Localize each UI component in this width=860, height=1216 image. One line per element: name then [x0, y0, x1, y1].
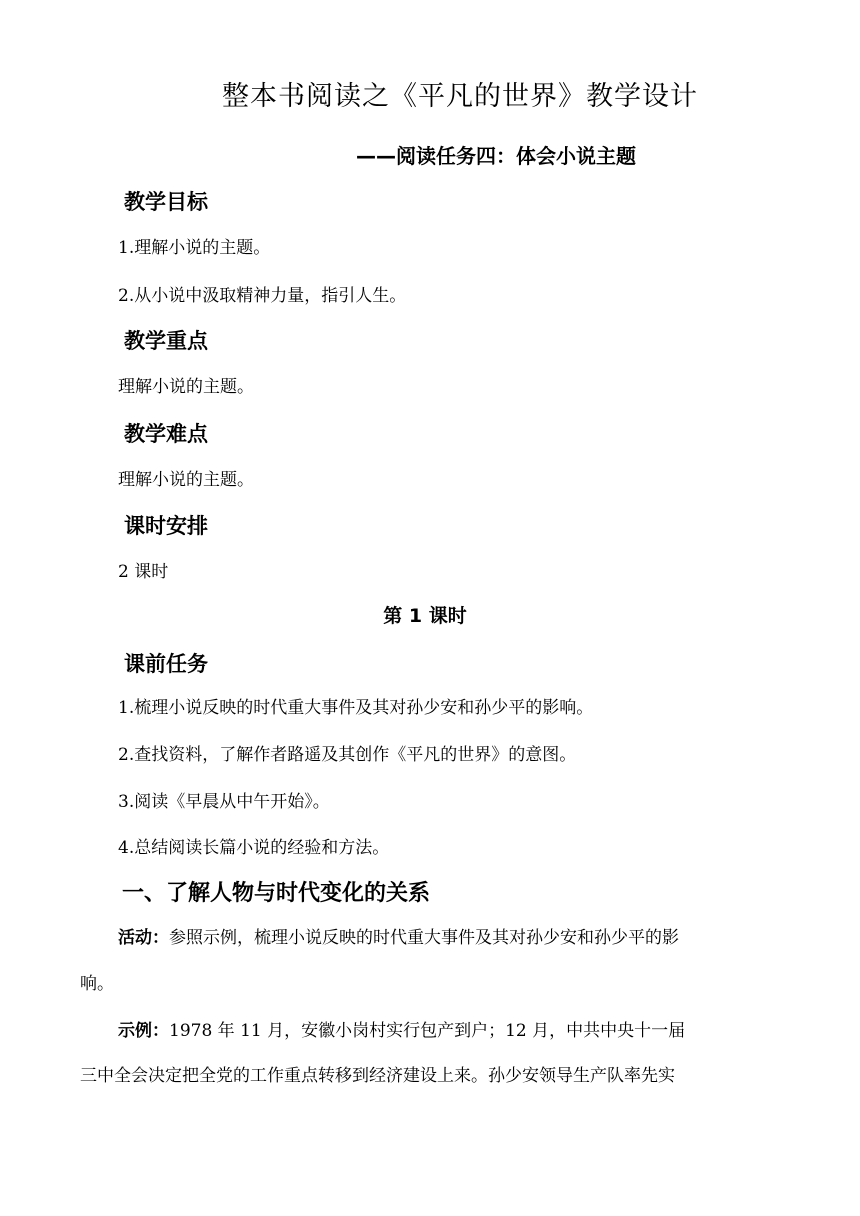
pre-task-item: 1.梳理小说反映的时代重大事件及其对孙少安和孙少平的影响。 — [118, 698, 594, 718]
example-text: 1978 年 11 月，安徽小岗村实行包产到户；12 月，中共中央十一届 — [169, 1021, 686, 1041]
difficulties-text: 理解小说的主题。 — [118, 470, 254, 490]
document-title: 整本书阅读之《平凡的世界》教学设计 — [222, 81, 698, 112]
schedule-text: 2 课时 — [118, 562, 169, 582]
objective-item: 1.理解小说的主题。 — [118, 238, 271, 258]
schedule-heading: 课时安排 — [124, 514, 208, 538]
pre-task-item: 2.查找资料，了解作者路遥及其创作《平凡的世界》的意图。 — [118, 745, 577, 765]
example-line-1 — [118, 1016, 685, 1041]
lesson1-heading: 第 1 课时 — [383, 605, 467, 627]
difficulties-heading: 教学难点 — [124, 422, 208, 446]
section1-heading: 一、了解人物与时代变化的关系 — [122, 881, 431, 906]
document-subtitle: ——阅读任务四：体会小说主题 — [356, 144, 636, 168]
pre-task-item: 4.总结阅读长篇小说的经验和方法。 — [118, 838, 390, 858]
example-line-2: 三中全会决定把全党的工作重点转移到经济建设上来。孙少安领导生产队率先实 — [80, 1066, 675, 1086]
activity-line-1 — [118, 923, 679, 948]
example-label: 示例： — [118, 1021, 169, 1041]
activity-line-2: 响。 — [80, 974, 114, 994]
key-points-text: 理解小说的主题。 — [118, 377, 254, 397]
key-points-heading: 教学重点 — [124, 329, 208, 353]
activity-text: 参照示例，梳理小说反映的时代重大事件及其对孙少安和孙少平的影 — [169, 928, 679, 948]
objective-item: 2.从小说中汲取精神力量，指引人生。 — [118, 286, 407, 306]
objectives-heading: 教学目标 — [124, 190, 208, 214]
pre-tasks-heading: 课前任务 — [124, 652, 208, 676]
activity-label: 活动： — [118, 928, 169, 948]
pre-task-item: 3.阅读《早晨从中午开始》。 — [118, 792, 330, 812]
